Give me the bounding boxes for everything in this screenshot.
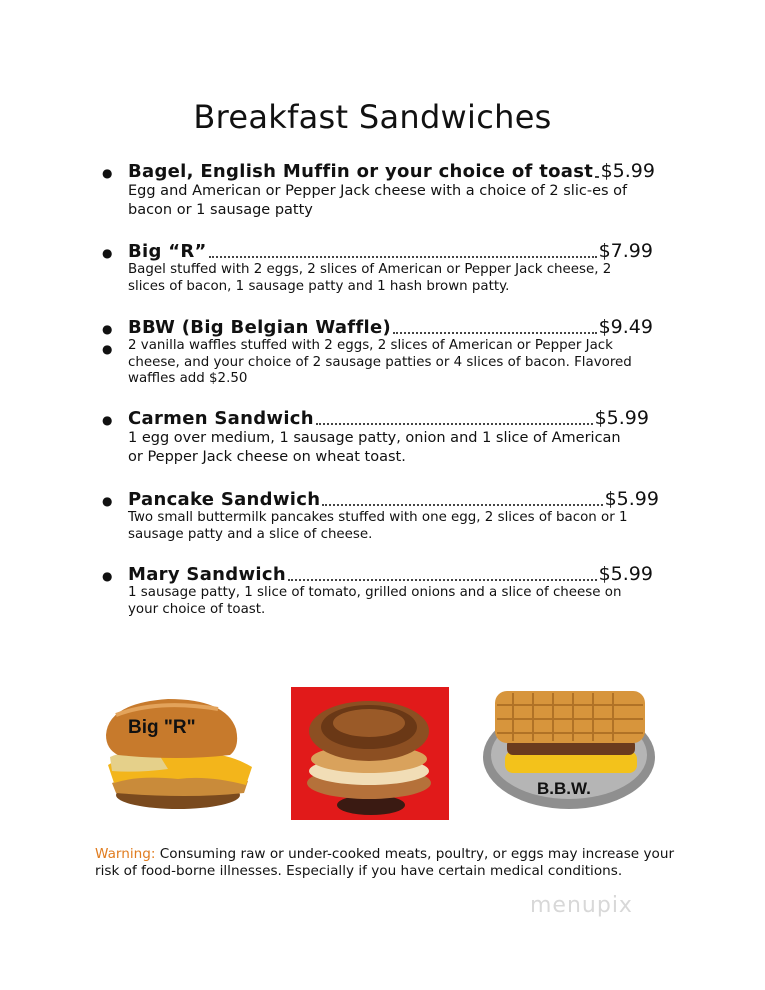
item-header	[128, 160, 655, 182]
dot-leader	[393, 332, 597, 334]
dot-leader	[288, 579, 597, 581]
big-r-sandwich-photo	[98, 695, 256, 813]
item-description: Two small buttermilk pancakes stuffed with one egg, 2 slices of bacon or 1 sausage patty and a slice of cheese.	[128, 510, 628, 542]
bullet-icon: ●	[102, 494, 113, 508]
item-name: Pancake Sandwich	[128, 489, 321, 510]
dot-leader	[322, 504, 602, 506]
big-r-label: Big "R"	[128, 717, 196, 738]
item-name: BBW (Big Belgian Waffle)	[128, 317, 392, 338]
item-header	[128, 488, 659, 510]
bullet-icon: ●	[102, 342, 113, 356]
item-description: Bagel stuffed with 2 eggs, 2 slices of American or Pepper Jack cheese, 2 slices of bacon, 1 sausage patty and 1 hash brown patty.	[128, 262, 612, 294]
item-name: Big “R”	[128, 241, 207, 262]
bbw-waffle-photo	[483, 685, 657, 813]
item-price: $9.49	[598, 316, 653, 338]
item-price: $5.99	[600, 160, 655, 182]
warning-label: Warning:	[95, 846, 156, 862]
item-header	[128, 240, 653, 262]
dot-leader	[316, 423, 593, 425]
menu-title: Breakfast Sandwiches	[193, 98, 552, 136]
bullet-icon: ●	[102, 166, 113, 180]
bullet-icon: ●	[102, 413, 113, 427]
item-name: Mary Sandwich	[128, 564, 286, 585]
item-header	[128, 316, 653, 338]
pancake-sandwich-photo	[291, 687, 449, 820]
bullet-icon: ●	[102, 246, 113, 260]
item-price: $5.99	[598, 563, 653, 585]
item-description: Egg and American or Pepper Jack cheese with a choice of 2 slic-es of bacon or 1 sausage patty	[128, 183, 628, 218]
bbw-label: B.B.W.	[537, 779, 591, 798]
big-r-sandwich-illustration	[98, 695, 256, 813]
pancake-sandwich-illustration	[291, 687, 449, 820]
item-header	[128, 563, 653, 585]
item-price: $5.99	[604, 488, 659, 510]
item-description: 2 vanilla waffles stuffed with 2 eggs, 2 slices of American or Pepper Jack cheese, and your choice of 2 sausage patties or 4 slices of bacon. Flavored waffles add $2.50	[128, 338, 632, 386]
item-header	[128, 407, 649, 429]
item-description: 1 egg over medium, 1 sausage patty, onion and 1 slice of American or Pepper Jack cheese on wheat toast.	[128, 430, 621, 465]
menupix-watermark: menupix	[530, 893, 633, 918]
dot-leader	[209, 256, 597, 258]
dot-leader	[595, 176, 598, 178]
item-description: 1 sausage patty, 1 slice of tomato, grilled onions and a slice of cheese on your choice of toast.	[128, 585, 622, 617]
bullet-icon: ●	[102, 569, 113, 583]
item-name: Carmen Sandwich	[128, 408, 314, 429]
item-price: $5.99	[594, 407, 649, 429]
item-price: $7.99	[598, 240, 653, 262]
food-warning	[95, 846, 695, 880]
warning-text: Consuming raw or under-cooked meats, poultry, or eggs may increase your risk of food-borne illnesses. Especially if you have certain medical conditions.	[95, 846, 675, 879]
item-name: Bagel, English Muffin or your choice of toast	[128, 161, 594, 182]
bullet-icon: ●	[102, 322, 113, 336]
